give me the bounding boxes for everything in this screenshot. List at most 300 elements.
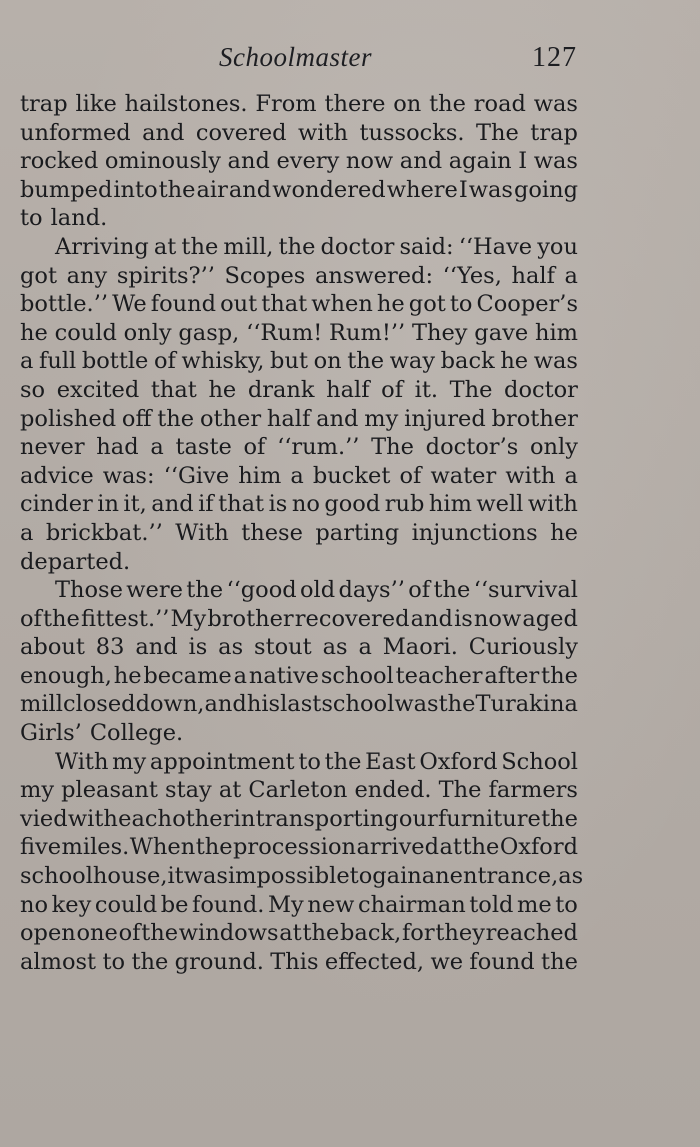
word: Oxford xyxy=(499,834,578,861)
word: was xyxy=(533,148,578,175)
running-head-title: Schoolmaster xyxy=(219,42,372,72)
word: was xyxy=(533,348,578,375)
word: the xyxy=(42,605,80,632)
word: the xyxy=(541,805,578,832)
word: excited xyxy=(56,376,140,403)
word: a xyxy=(233,662,247,689)
text-line xyxy=(20,576,578,605)
word: spirits?’’ xyxy=(116,262,215,289)
text-line xyxy=(20,176,578,205)
word: that xyxy=(218,491,265,518)
word: me xyxy=(517,891,552,918)
word: to xyxy=(349,863,373,890)
word: where xyxy=(386,176,458,203)
word: could xyxy=(54,319,117,346)
word: We xyxy=(112,291,147,318)
word: and xyxy=(227,148,270,175)
word: Those xyxy=(55,577,123,604)
word: is xyxy=(188,634,208,661)
word: other xyxy=(172,805,234,832)
text-line xyxy=(20,748,578,777)
word: mill, xyxy=(223,233,274,260)
word: was xyxy=(394,691,439,718)
word: My xyxy=(268,891,304,918)
word: parting xyxy=(315,519,400,546)
word: bumped xyxy=(20,176,113,203)
word: brickbat.’’ xyxy=(45,519,163,546)
word: stout xyxy=(254,634,312,661)
word: for xyxy=(401,920,435,947)
word: trap xyxy=(20,91,68,117)
word: other xyxy=(199,405,262,432)
word: farmers xyxy=(488,777,578,804)
word: were xyxy=(126,577,183,604)
word: of xyxy=(20,605,42,632)
word: schoolhouse, xyxy=(20,863,168,890)
word: my xyxy=(364,405,399,432)
word: hailstones. xyxy=(124,91,248,117)
word: with xyxy=(505,462,556,489)
word: of xyxy=(243,434,266,461)
word: With xyxy=(55,748,109,775)
word: half xyxy=(326,376,370,403)
word: he xyxy=(500,348,529,375)
word: they xyxy=(435,920,485,947)
word: had xyxy=(96,434,139,461)
word: bottle xyxy=(81,348,149,375)
word: the xyxy=(158,176,196,203)
word: so xyxy=(20,376,46,403)
word: was xyxy=(183,863,228,890)
word: Arriving xyxy=(55,233,149,260)
word: it xyxy=(167,863,184,890)
text-line xyxy=(20,948,578,977)
word: the xyxy=(347,348,385,375)
word: a xyxy=(564,262,578,289)
word: he xyxy=(376,291,405,318)
word: land. xyxy=(50,205,108,232)
text-line xyxy=(20,204,578,233)
word: procession xyxy=(233,834,356,861)
word: the xyxy=(131,948,169,975)
word: him xyxy=(238,462,282,489)
word: and xyxy=(151,491,194,518)
word: a xyxy=(150,434,164,461)
word: about xyxy=(20,634,85,661)
word: vied xyxy=(20,805,68,832)
word: brother xyxy=(207,605,294,632)
word: The xyxy=(438,777,482,804)
word: said: xyxy=(399,233,454,260)
word: Cooper’s xyxy=(476,291,578,318)
word: covered xyxy=(195,119,287,146)
word: the xyxy=(433,577,471,604)
word: to xyxy=(102,948,126,975)
word: on xyxy=(313,348,342,375)
word: there xyxy=(324,91,386,117)
word: old xyxy=(300,577,336,604)
text-line xyxy=(20,319,578,348)
word: advice xyxy=(20,462,94,489)
word: could xyxy=(94,891,158,918)
word: ominously xyxy=(104,148,221,175)
word: but xyxy=(270,348,308,375)
word: entrance, xyxy=(449,863,559,890)
word: ‘‘Rum! xyxy=(246,319,323,346)
word: and xyxy=(204,691,247,718)
text-line xyxy=(20,90,578,119)
word: ‘‘rum.’’ xyxy=(277,434,360,461)
word: injured xyxy=(404,405,486,432)
word: ‘‘Give xyxy=(163,462,230,489)
word: and xyxy=(410,605,453,632)
word: polished xyxy=(20,405,117,432)
word: found xyxy=(469,948,535,975)
word: a xyxy=(20,348,34,375)
word: The xyxy=(449,376,493,403)
word: only xyxy=(529,434,578,461)
word: days’’ xyxy=(338,577,405,604)
word: school xyxy=(320,662,394,689)
word: recovered xyxy=(294,605,410,632)
word: in xyxy=(97,491,119,518)
word: and xyxy=(316,405,359,432)
word: the xyxy=(195,834,233,861)
word: gasp, xyxy=(178,319,240,346)
word: stay xyxy=(165,777,212,804)
word: doctor’s xyxy=(425,434,519,461)
word: his xyxy=(246,691,281,718)
word: chairman xyxy=(357,891,466,918)
word: road xyxy=(473,91,526,117)
word: only xyxy=(123,319,172,346)
word: full xyxy=(39,348,77,375)
text-line xyxy=(20,776,578,805)
word: be xyxy=(160,891,189,918)
word: found xyxy=(150,291,217,318)
word: of xyxy=(399,462,422,489)
word: now xyxy=(473,605,522,632)
word: good xyxy=(324,491,381,518)
word: one xyxy=(76,920,118,947)
word: well xyxy=(476,491,524,518)
word: gain xyxy=(372,863,422,890)
word: cinder xyxy=(20,491,93,518)
word: Maori. xyxy=(382,634,458,661)
word: each xyxy=(118,805,172,832)
word: the xyxy=(541,948,578,975)
word: down, xyxy=(135,691,205,718)
word: the xyxy=(181,233,219,260)
word: Curiously xyxy=(468,634,578,661)
word: my xyxy=(20,777,55,804)
word: The xyxy=(371,434,414,461)
word: to xyxy=(555,891,578,918)
word: school xyxy=(321,691,395,718)
word: I xyxy=(458,176,468,203)
text-line xyxy=(20,490,578,519)
word: the xyxy=(186,577,224,604)
word: a xyxy=(564,462,578,489)
word: aged xyxy=(522,605,578,632)
word: and xyxy=(228,176,272,203)
text-line xyxy=(20,290,578,319)
word: open xyxy=(20,920,76,947)
word: almost xyxy=(20,948,97,975)
word: ‘‘good xyxy=(226,577,297,604)
word: that xyxy=(150,376,197,403)
word: injunctions xyxy=(411,519,538,546)
word: it. xyxy=(414,376,439,403)
text-line xyxy=(20,805,578,834)
word: every xyxy=(276,148,340,175)
word: of xyxy=(118,920,141,947)
text-line xyxy=(20,919,578,948)
word: got xyxy=(20,262,57,289)
word: in xyxy=(233,805,256,832)
word: no xyxy=(291,491,320,518)
text-line xyxy=(20,347,578,376)
word: rocked xyxy=(20,148,99,175)
word: doctor xyxy=(504,376,578,403)
word: now xyxy=(345,148,394,175)
text-line xyxy=(20,519,578,548)
word: effected, xyxy=(324,948,425,975)
word: doctor xyxy=(320,233,395,260)
word: if xyxy=(198,491,214,518)
word: impossible xyxy=(227,863,350,890)
word: bottle.’’ xyxy=(20,291,109,318)
word: bucket xyxy=(312,462,391,489)
word: an xyxy=(421,863,450,890)
word: as xyxy=(558,863,584,890)
word: Oxford xyxy=(419,748,498,775)
word: no xyxy=(20,891,49,918)
word: tussocks. xyxy=(359,119,465,146)
word: ‘‘Have xyxy=(458,233,533,260)
word: was: xyxy=(102,462,155,489)
word: a xyxy=(358,634,372,661)
text-line xyxy=(20,833,578,862)
text-line xyxy=(20,119,578,148)
word: these xyxy=(241,519,303,546)
word: key xyxy=(51,891,92,918)
text-line xyxy=(20,405,578,434)
word: the xyxy=(278,233,316,260)
text-line xyxy=(20,605,578,634)
word: trap xyxy=(530,119,578,146)
word: the xyxy=(462,834,500,861)
word: like xyxy=(75,91,117,117)
word: From xyxy=(255,91,317,117)
word: was xyxy=(533,91,578,117)
word: drank xyxy=(247,376,315,403)
word: five xyxy=(20,834,62,861)
word: Scopes xyxy=(224,262,306,289)
word: with xyxy=(67,805,118,832)
word: after xyxy=(484,662,540,689)
word: out xyxy=(220,291,258,318)
word: at xyxy=(218,777,242,804)
word: last xyxy=(280,691,322,718)
word: never xyxy=(20,434,85,461)
word: way xyxy=(389,348,436,375)
word: and xyxy=(399,148,443,175)
word: ended. xyxy=(354,777,432,804)
word: my xyxy=(112,748,147,775)
word: 83 xyxy=(95,634,125,661)
word: a xyxy=(290,462,304,489)
word: ‘‘survival xyxy=(473,577,578,604)
word: got xyxy=(408,291,446,318)
word: answered: xyxy=(314,262,434,289)
word: fittest.’’ xyxy=(80,605,170,632)
word: departed. xyxy=(20,548,131,575)
word: again xyxy=(448,148,512,175)
word: the xyxy=(541,662,578,689)
word: arrived xyxy=(356,834,440,861)
word: we xyxy=(430,948,464,975)
word: transporting xyxy=(255,805,399,832)
word: This xyxy=(270,948,319,975)
word: ‘‘Yes, xyxy=(442,262,502,289)
word: ground. xyxy=(174,948,264,975)
word: water xyxy=(430,462,497,489)
word: furniture xyxy=(437,805,541,832)
word: wondered xyxy=(272,176,386,203)
word: with xyxy=(527,491,578,518)
word: With xyxy=(175,519,229,546)
word: whisky, xyxy=(181,348,265,375)
text-line xyxy=(20,633,578,662)
text-line xyxy=(20,862,584,891)
word: became xyxy=(143,662,232,689)
word: found. xyxy=(192,891,265,918)
word: off xyxy=(121,405,152,432)
word: you xyxy=(537,233,578,260)
word: teacher xyxy=(395,662,483,689)
word: at xyxy=(153,233,177,260)
word: gave xyxy=(474,319,529,346)
word: with xyxy=(298,119,348,146)
word: he xyxy=(20,319,48,346)
text-line xyxy=(20,548,578,577)
text-line xyxy=(20,662,578,691)
word: and xyxy=(135,634,178,661)
word: him xyxy=(534,319,578,346)
word: on xyxy=(393,91,422,117)
word: the xyxy=(141,920,179,947)
word: him xyxy=(428,491,472,518)
text-line xyxy=(20,433,578,462)
word: and xyxy=(142,119,185,146)
word: of xyxy=(408,577,431,604)
word: that xyxy=(261,291,308,318)
word: any xyxy=(66,262,108,289)
word: the xyxy=(438,691,476,718)
word: Girls’ xyxy=(20,720,82,747)
text-line xyxy=(20,719,578,748)
text-line xyxy=(20,891,578,920)
word: he xyxy=(550,519,578,546)
word: he xyxy=(208,376,237,403)
word: as xyxy=(322,634,348,661)
word: the xyxy=(302,920,340,947)
word: enough, xyxy=(20,662,112,689)
word: When xyxy=(129,834,196,861)
word: closed xyxy=(62,691,136,718)
word: I xyxy=(518,148,528,175)
word: back, xyxy=(340,920,402,947)
word: into xyxy=(113,176,158,203)
word: the xyxy=(429,91,466,117)
word: was xyxy=(468,176,513,203)
word: is xyxy=(268,491,288,518)
word: miles. xyxy=(61,834,130,861)
word: native xyxy=(248,662,319,689)
word: half xyxy=(266,405,311,432)
word: appointment xyxy=(149,748,295,775)
word: air xyxy=(196,176,228,203)
word: is xyxy=(454,605,473,632)
word: Carleton xyxy=(248,777,348,804)
word: of xyxy=(153,348,176,375)
word: East xyxy=(365,748,416,775)
word: unformed xyxy=(20,119,131,146)
word: My xyxy=(170,605,207,632)
word: at xyxy=(439,834,462,861)
word: the xyxy=(324,748,362,775)
word: at xyxy=(279,920,302,947)
word: taste xyxy=(175,434,232,461)
word: to xyxy=(449,291,473,318)
word: of xyxy=(381,376,404,403)
word: going xyxy=(513,176,578,203)
word: reached xyxy=(485,920,578,947)
running-head xyxy=(0,42,700,82)
page-number: 127 xyxy=(532,42,577,73)
word: School xyxy=(501,748,578,775)
word: College. xyxy=(89,720,184,747)
text-line xyxy=(20,233,578,262)
word: rub xyxy=(384,491,425,518)
word: to xyxy=(298,748,321,775)
word: told xyxy=(469,891,514,918)
word: back xyxy=(440,348,495,375)
word: Turakina xyxy=(475,691,578,718)
text-line xyxy=(20,462,578,491)
word: he xyxy=(113,662,142,689)
word: our xyxy=(398,805,438,832)
word: to xyxy=(20,205,43,232)
word: a xyxy=(20,519,34,546)
text-line xyxy=(20,376,578,405)
word: mill xyxy=(20,691,63,718)
word: pleasant xyxy=(61,777,158,804)
text-line xyxy=(20,690,578,719)
word: Rum!’’ xyxy=(329,319,406,346)
word: windows xyxy=(178,920,279,947)
word: The xyxy=(476,119,519,146)
word: when xyxy=(311,291,373,318)
word: it, xyxy=(123,491,147,518)
word: the xyxy=(157,405,195,432)
word: They xyxy=(411,319,468,346)
word: new xyxy=(307,891,355,918)
text-line xyxy=(20,147,578,176)
word: as xyxy=(218,634,244,661)
body-text xyxy=(20,90,584,976)
